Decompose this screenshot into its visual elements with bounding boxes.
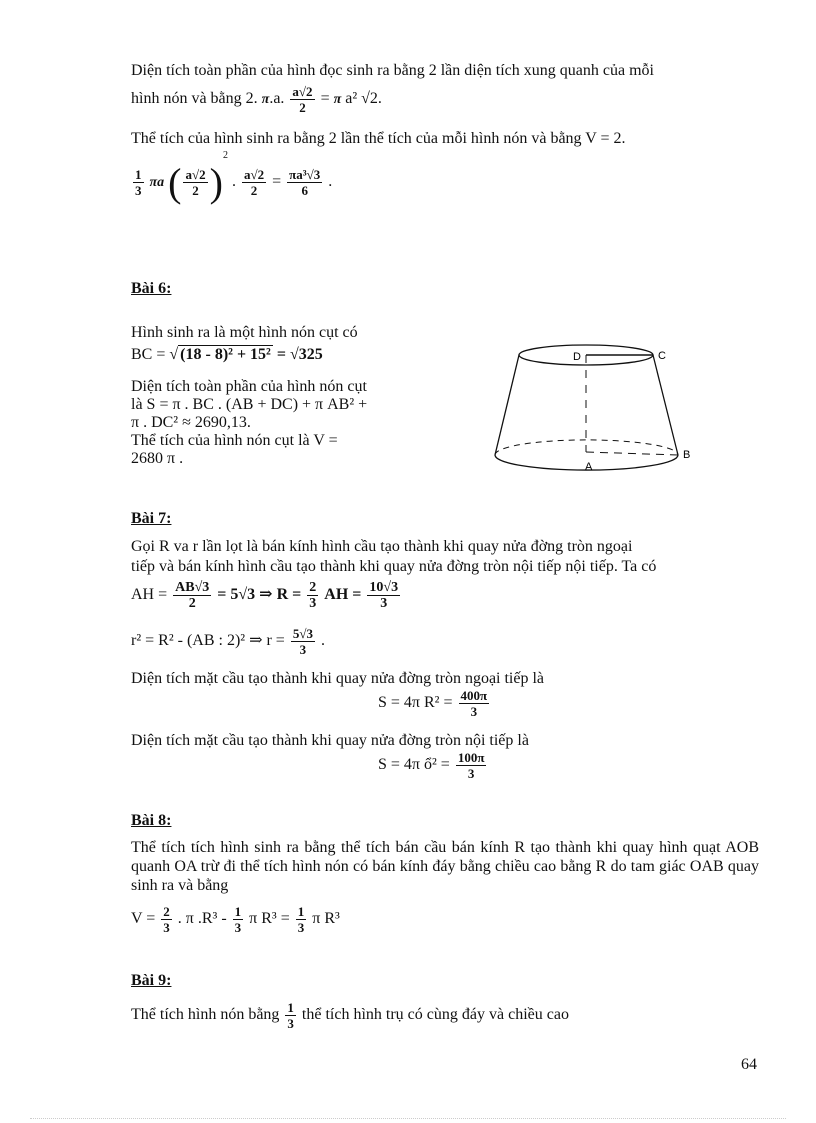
prev-line-2: hình nón và bằng 2. π.a. $\frac{a√2}{2}$ = π a² √2.	[131, 84, 382, 115]
footer-dotted-divider	[30, 1118, 786, 1119]
bai6-bc-formula: BC = √ (18 - 8)² + 15² = √325	[131, 346, 323, 363]
bai9-text: Thể tích hình nón bằng $\frac{1}{3}$ thể tích hình trụ có cùng đáy và chiều cao	[131, 1000, 569, 1031]
radius-AB	[586, 452, 678, 455]
prev-volume-formula: $\frac{1}{3}$ πa ( $\frac{a√2}{2}$ )$^2$ . $\frac{a√2}{2}$ = $\frac{\text{πa³√3}}{6}$ .	[135, 150, 333, 205]
bai6-line-1: Hình sinh ra là một hình nón cụt có	[131, 324, 358, 341]
bai7-sphere-text-2: Diện tích mặt cầu tạo thành khi quay nửa đờng tròn nội tiếp là	[131, 732, 529, 749]
heading-bai-7: Bài 7:	[131, 510, 172, 527]
heading-bai-6: Bài 6:	[131, 280, 172, 297]
page-number: 64	[741, 1056, 757, 1073]
label-D: D	[573, 351, 581, 363]
label-A: A	[585, 461, 593, 473]
bai7-sphere-formula-2: S = 4π ổ² = $\frac{100\pi}{3}$	[378, 750, 485, 781]
bai7-intro: Gọi R va r lần lọt là bán kính hình cầu tạo thành khi quay nửa đờng tròn ngoại tiếp và bán kính hình cầu tạo thành khi quay nửa đờng tròn nội tiếp nội tiếp. Ta có	[131, 538, 657, 575]
bai7-sphere-text-1: Diện tích mặt cầu tạo thành khi quay nửa đờng tròn ngoại tiếp là	[131, 670, 545, 687]
heading-bai-8: Bài 8:	[131, 812, 172, 829]
bai8-formula: V = $\frac{2}{3}$ . π .R³ - $\frac{1}{3}$ π R³ = $\frac{1}{3}$ π R³	[131, 904, 340, 935]
label-B: B	[683, 449, 691, 461]
fraction: $\frac{a√2}{2}$	[292, 84, 313, 115]
bai7-sphere-formula-1: S = 4π R² = $\frac{400\pi}{3}$	[378, 688, 488, 719]
left-slant	[495, 355, 519, 455]
bai8-text: Thể tích tích hình sinh ra bằng thể tích bán cầu bán kính R tạo thành khi quay hình quạt AOB quanh OA trừ đi thể tích hình nón có bán kính đáy bằng chiều cao bằng R do tam giác OAB quay sinh ra và bằng	[131, 839, 759, 894]
prev-line-1: Diện tích toàn phần của hình đọc sinh ra bằng 2 lần diện tích xung quanh của mỗi	[131, 62, 654, 79]
right-slant	[653, 355, 678, 455]
prev-line-3: Thể tích của hình sinh ra bằng 2 lần thể tích của mỗi hình nón và bằng V = 2.	[131, 130, 626, 147]
bai7-ah-formula: AH = $\frac{AB√3}{2}$ = 5√3 ⇒ R = $\frac{2}{3}$ AH = $\frac{10√3}{3}$	[131, 580, 399, 611]
bai7-r-formula: r² = R² - (AB : 2)² ⇒ r = $\frac{5√3}{3}$ .	[131, 626, 325, 657]
truncated-cone-figure	[485, 335, 705, 485]
heading-bai-9: Bài 9:	[131, 972, 172, 989]
label-C: C	[658, 350, 666, 362]
pi-symbol: π	[261, 92, 270, 108]
bai6-area-text: Diện tích toàn phần của hình nón cụt là S = π . BC . (AB + DC) + π AB² + π . DC² ≈ 2690,13. Thể tích của hình nón cụt là V = 2680 π .	[131, 378, 368, 467]
